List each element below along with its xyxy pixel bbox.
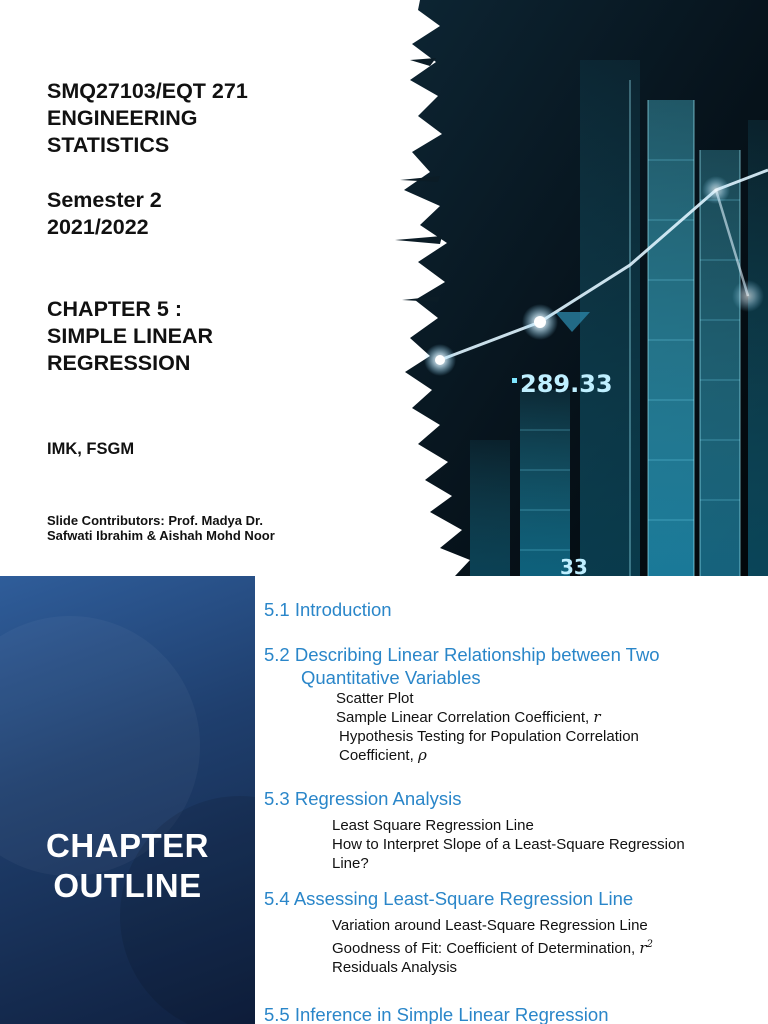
chapter-line1: CHAPTER 5 : <box>47 297 182 321</box>
section-5-5: 5.5 Inference in Simple Linear Regression <box>264 1004 609 1024</box>
chart-value-label-2: 33 <box>560 555 588 576</box>
chapter-line3: REGRESSION <box>47 351 191 375</box>
contributors-line2: Safwati Ibrahim & Aishah Mohd Noor <box>47 528 275 543</box>
section-5-4: 5.4 Assessing Least-Square Regression Line <box>264 888 634 909</box>
chapter-line2: SIMPLE LINEAR <box>47 324 214 348</box>
contributors-line1: Slide Contributors: Prof. Madya Dr. <box>47 513 263 528</box>
outline-list <box>264 598 764 1024</box>
section-5-2-item-2: Sample Linear Correlation Coefficient, r <box>336 708 601 726</box>
section-5-1: 5.1 Introduction <box>264 599 392 620</box>
chart-value-label: 289.33 <box>520 370 613 398</box>
outline-title-line2: OUTLINE <box>53 867 202 904</box>
section-5-4-item-3: Residuals Analysis <box>332 959 458 976</box>
semester-line2: 2021/2022 <box>47 215 149 239</box>
outline-title-panel <box>0 576 255 1024</box>
section-5-4-item-2: Goodness of Fit: Coefficient of Determination, $r^2$ <box>332 939 653 957</box>
section-5-3-item-1: Least Square Regression Line <box>332 817 534 834</box>
section-5-2-item-3: Hypothesis Testing for Population Correlation Coefficient, ρ <box>339 728 639 764</box>
outline-title-line1: CHAPTER <box>45 827 209 864</box>
course-code: SMQ27103/EQT 271 <box>47 79 248 103</box>
semester-line1: Semester 2 <box>47 188 162 212</box>
section-5-3: 5.3 Regression Analysis <box>264 788 462 809</box>
section-5-2-item-1: Scatter Plot <box>336 690 414 707</box>
section-5-2-line2: Quantitative Variables <box>301 667 481 688</box>
section-5-2 <box>264 643 764 689</box>
section-5-4-item-1: Variation around Least-Square Regression Line <box>332 917 648 934</box>
section-5-2-line1: 5.2 Describing Linear Relationship between Two <box>264 644 660 665</box>
institute: IMK, FSGM <box>47 440 135 458</box>
section-5-3-item-2: How to Interpret Slope of a Least-Square Regression Line? <box>332 836 685 872</box>
outline-title <box>0 826 255 906</box>
course-name-line1: ENGINEERING <box>47 106 198 130</box>
title-text-block <box>47 78 387 543</box>
course-name-line2: STATISTICS <box>47 133 170 157</box>
outline-slide <box>0 576 768 1024</box>
